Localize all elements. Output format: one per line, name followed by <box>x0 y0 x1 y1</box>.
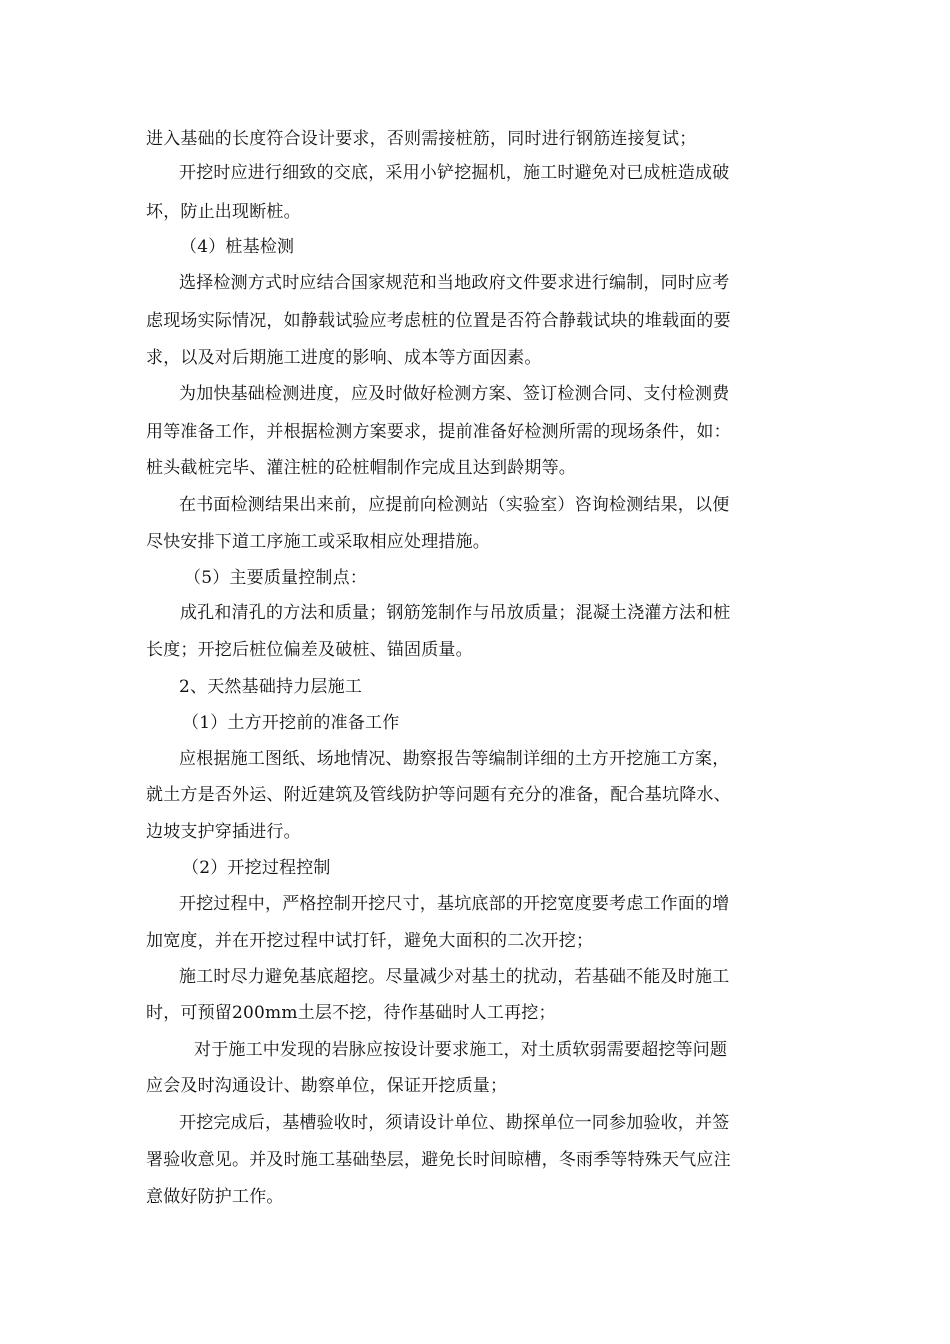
text-line: 应根据施工图纸、场地情况、勘察报告等编制详细的土方开挖施工方案， <box>179 749 730 769</box>
text-line: 长度；开挖后桩位偏差及破桩、锚固质量。 <box>146 640 473 660</box>
text-line: 开挖过程中，严格控制开挖尺寸，基坑底部的开挖宽度要考虑工作面的增 <box>179 894 730 914</box>
section-heading: （2）开挖过程控制 <box>182 858 331 878</box>
text-line: 边坡支护穿插进行。 <box>146 822 301 842</box>
text-line: 意做好防护工作。 <box>146 1187 284 1207</box>
text-line: 就土方是否外运、附近建筑及管线防护等问题有充分的准备，配合基坑降水、 <box>146 785 731 805</box>
text-line: 用等准备工作，并根据检测方案要求，提前准备好检测所需的现场条件，如： <box>146 422 731 442</box>
text-line: 坏，防止出现断桩。 <box>146 202 301 222</box>
text-line: 时，可预留200mm土层不挖，待作基础时人工再挖； <box>146 1003 556 1023</box>
text-line: 开挖时应进行细致的交底，采用小铲挖掘机，施工时避免对已成桩造成破 <box>179 163 730 183</box>
text-line: 为加快基础检测进度，应及时做好检测方案、签订检测合同、支付检测费 <box>179 384 730 404</box>
section-heading: （5）主要质量控制点： <box>184 568 368 588</box>
text-line: 在书面检测结果出来前，应提前向检测站（实验室）咨询检测结果，以便 <box>179 495 730 515</box>
text-line: 成孔和清孔的方法和质量；钢筋笼制作与吊放质量；混凝土浇灌方法和桩 <box>180 603 731 623</box>
text-line: 选择检测方式时应结合国家规范和当地政府文件要求进行编制，同时应考 <box>179 273 730 293</box>
text-line: 应会及时沟通设计、勘察单位，保证开挖质量； <box>146 1076 508 1096</box>
text-line: 署验收意见。并及时施工基础垫层，避免长时间晾槽，冬雨季等特殊天气应注 <box>146 1150 731 1170</box>
text-line: 加宽度，并在开挖过程中试打钎，避免大面积的二次开挖； <box>146 931 594 951</box>
text-line: 桩头截桩完毕、灌注桩的砼桩帽制作完成且达到龄期等。 <box>146 458 576 478</box>
section-heading: （1）土方开挖前的准备工作 <box>182 713 400 733</box>
text-line: 求，以及对后期施工进度的影响、成本等方面因素。 <box>146 348 542 368</box>
text-line: 虑现场实际情况，如静载试验应考虑桩的位置是否符合静载试块的堆载面的要 <box>146 311 731 331</box>
section-heading: （4）桩基检测 <box>180 237 295 257</box>
text-line: 进入基础的长度符合设计要求，否则需接桩筋，同时进行钢筋连接复试； <box>146 129 697 149</box>
text-line: 施工时尽力避免基底超挖。尽量减少对基土的扰动，若基础不能及时施工 <box>179 967 730 987</box>
text-line: 开挖完成后，基槽验收时，须请设计单位、勘探单位一同参加验收，并签 <box>179 1113 730 1133</box>
text-line: 对于施工中发现的岩脉应按设计要求施工，对土质软弱需要超挖等问题 <box>194 1040 728 1060</box>
text-line: 尽快安排下道工序施工或采取相应处理措施。 <box>146 532 490 552</box>
section-heading: 2、天然基础持力层施工 <box>179 677 363 697</box>
